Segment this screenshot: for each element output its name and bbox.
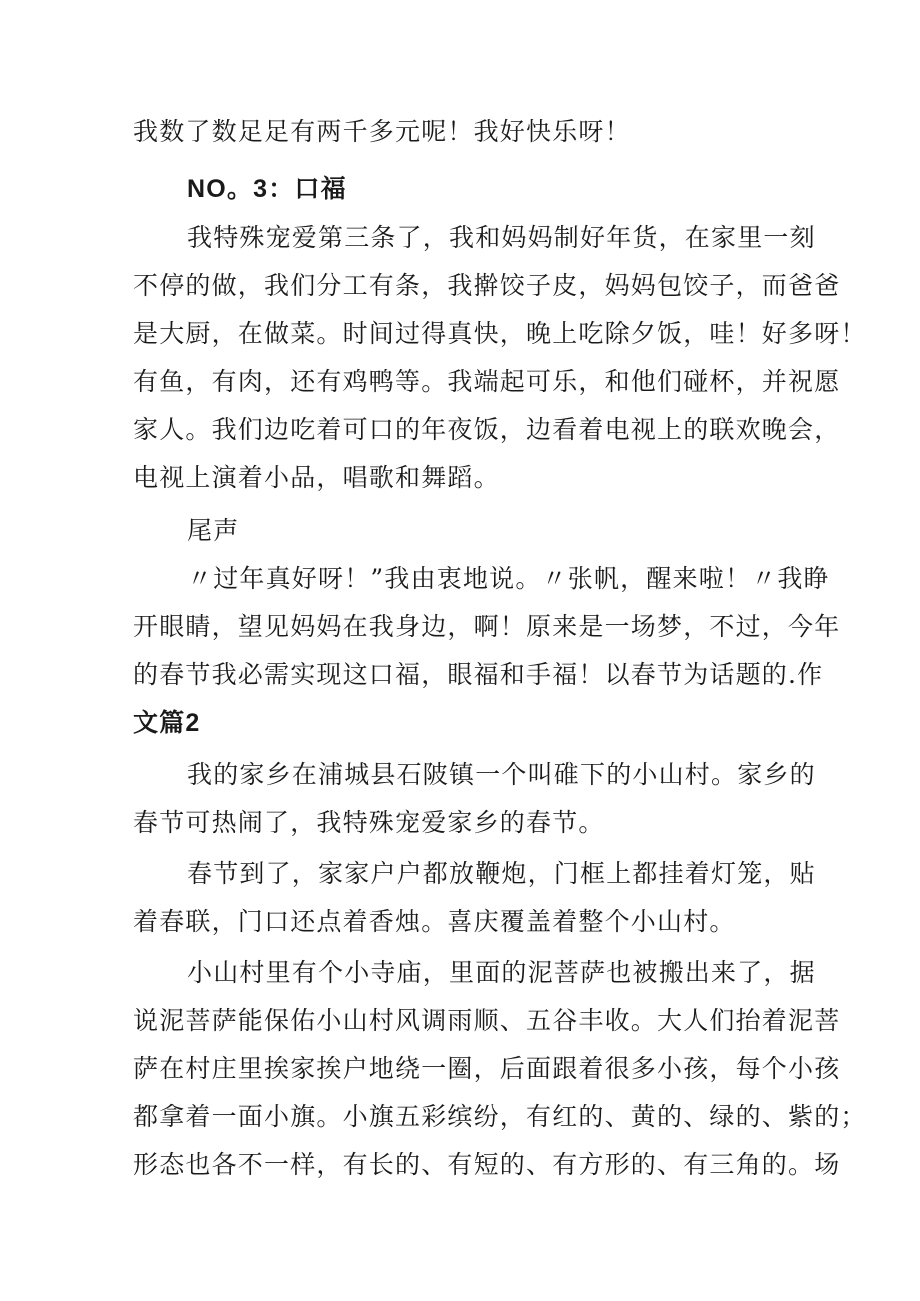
paragraph-line: 说泥菩萨能保佑小山村风调雨顺、五谷丰收。大人们抬着泥菩 <box>133 1006 841 1035</box>
paragraph-line: 〃过年真好呀！”我由衷地说。〃张帆，醒来啦！〃我睁 <box>187 564 830 593</box>
paragraph-line: 是大厨，在做菜。时间过得真快，晚上吃除夕饭，哇！好多呀！ <box>133 319 867 348</box>
paragraph-line: 形态也各不一样，有长的、有短的、有方形的、有三角的。场 <box>133 1150 841 1179</box>
paragraph-line: 小山村里有个小寺庙，里面的泥菩萨也被搬出来了，据 <box>187 958 816 987</box>
paragraph-line: 都拿着一面小旗。小旗五彩缤纷，有红的、黄的、绿的、紫的； <box>133 1102 867 1131</box>
paragraph-line: 着春联，门口还点着香烛。喜庆覆盖着整个小山村。 <box>133 907 736 936</box>
paragraph-line: 的春节我必需实现这口福，眼福和手福！以春节为话题的.作 <box>133 660 824 689</box>
paragraph-line: 春节可热闹了，我特殊宠爱家乡的春节。 <box>133 808 605 837</box>
section-heading: NO。3：口福 <box>187 175 347 203</box>
paragraph-line: 萨在村庄里挨家挨户地绕一圈，后面跟着很多小孩，每个小孩 <box>133 1054 841 1083</box>
paragraph-line: 不停的做，我们分工有条，我擀饺子皮，妈妈包饺子，而爸爸 <box>133 271 841 300</box>
paragraph-line: 有鱼，有肉，还有鸡鸭等。我端起可乐，和他们碰杯，并祝愿 <box>133 367 841 396</box>
paragraph-line: 电视上演着小品，唱歌和舞蹈。 <box>133 463 500 492</box>
article-title: 文篇2 <box>133 709 201 737</box>
paragraph-line: 我的家乡在浦城县石陂镇一个叫碓下的小山村。家乡的 <box>187 760 816 789</box>
paragraph-line: 我特殊宠爱第三条了，我和妈妈制好年货，在家里一刻 <box>187 223 816 252</box>
paragraph-line: 家人。我们边吃着可口的年夜饭，边看着电视上的联欢晚会， <box>133 415 841 444</box>
section-heading: 尾声 <box>187 516 240 545</box>
paragraph-line: 春节到了，家家户户都放鞭炮，门框上都挂着灯笼，贴 <box>187 859 816 888</box>
paragraph-line: 开眼睛，望见妈妈在我身边，啊！原来是一场梦，不过，今年 <box>133 612 841 641</box>
paragraph-line: 我数了数足足有两千多元呢！我好快乐呀！ <box>133 117 631 146</box>
